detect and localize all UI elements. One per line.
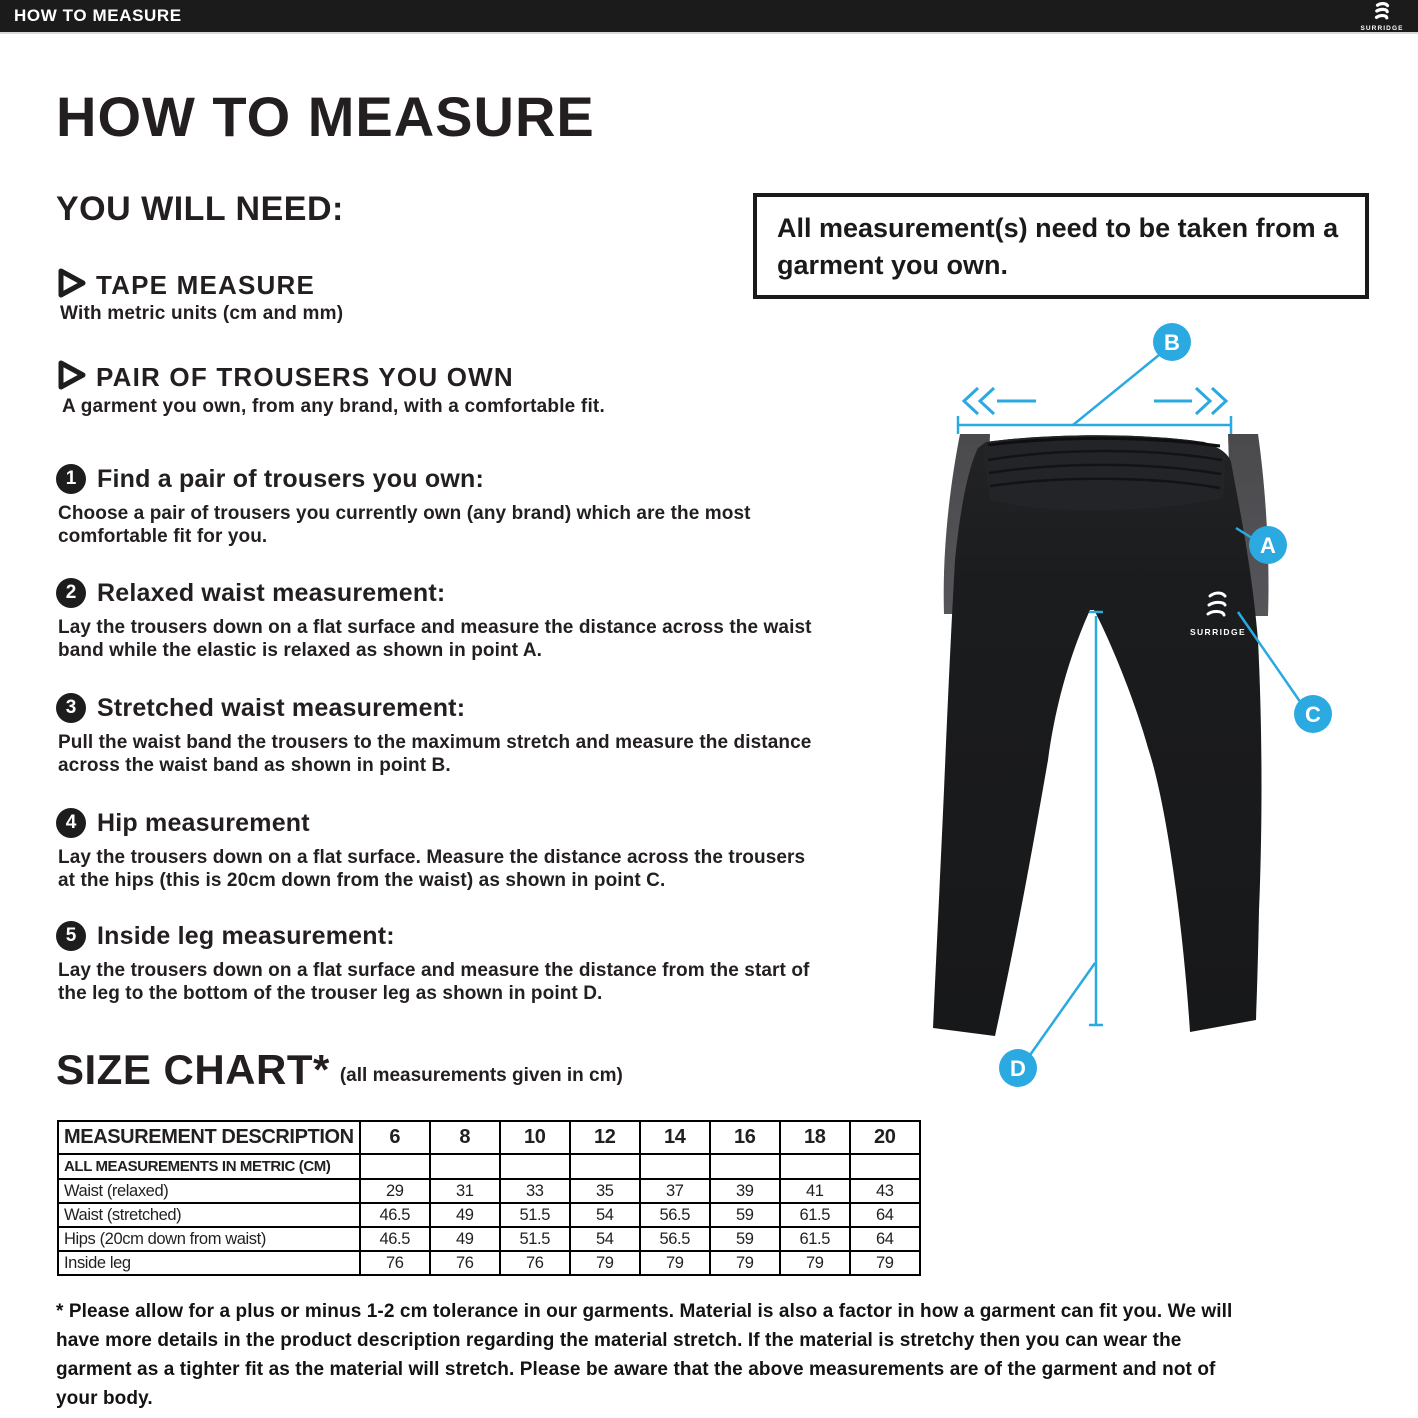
col-header: 18 — [780, 1121, 850, 1154]
svg-text:B: B — [1164, 330, 1180, 355]
col-header: 14 — [640, 1121, 710, 1154]
step-4-body: Lay the trousers down on a flat surface. Measure the distance across the trousers at the hips (this is 20cm down from the waist) as shown in point C. — [58, 847, 806, 891]
cell: 54 — [570, 1203, 640, 1227]
col-header: 20 — [850, 1121, 920, 1154]
cell: 35 — [570, 1179, 640, 1203]
row-label: Inside leg — [58, 1251, 360, 1275]
size-chart-subtitle: (all measurements given in cm) — [339, 1065, 623, 1086]
metric-note: ALL MEASUREMENTS IN METRIC (CM) — [58, 1154, 360, 1179]
step-3-body: Pull the waist band the trousers to the maximum stretch and measure the distance across the waist band as shown in point B. — [58, 732, 812, 776]
size-chart-title: SIZE CHART* — [56, 1046, 330, 1093]
need-label-tape-measure: TAPE MEASURE — [96, 270, 316, 300]
need-label-trousers: PAIR OF TROUSERS YOU OWN — [96, 362, 514, 392]
need-desc-trousers: A garment you own, from any brand, with a comfortable fit. — [62, 396, 605, 417]
table-row — [58, 1203, 920, 1227]
play-triangle-icon — [57, 268, 87, 298]
marker-c — [1294, 695, 1332, 733]
step-1-badge: 1 — [56, 464, 86, 494]
table-row — [58, 1227, 920, 1251]
step-5-title: Inside leg measurement: — [97, 921, 395, 950]
cell: 33 — [500, 1179, 570, 1203]
step-2-title: Relaxed waist measurement: — [97, 578, 446, 607]
svg-text:C: C — [1305, 702, 1321, 727]
marker-a — [1249, 526, 1287, 564]
callout-box — [753, 193, 1369, 299]
trousers-measurement-diagram — [900, 320, 1380, 1100]
metric-note-row — [58, 1154, 920, 1179]
step-4-title: Hip measurement — [97, 808, 310, 837]
page-title: HOW TO MEASURE — [56, 85, 595, 148]
cell: 51.5 — [500, 1203, 570, 1227]
cell: 61.5 — [780, 1227, 850, 1251]
need-desc-tape-measure: With metric units (cm and mm) — [60, 303, 344, 324]
cell: 46.5 — [360, 1203, 430, 1227]
surridge-brand-name: SURRIDGE — [1360, 25, 1404, 32]
play-triangle-icon — [57, 360, 87, 390]
step-3 — [56, 693, 826, 777]
cell: 37 — [640, 1179, 710, 1203]
cell: 76 — [430, 1251, 500, 1275]
cell: 56.5 — [640, 1227, 710, 1251]
svg-text:A: A — [1260, 533, 1276, 558]
cell: 49 — [430, 1227, 500, 1251]
cell: 64 — [850, 1203, 920, 1227]
surridge-s-icon — [1372, 2, 1392, 21]
cell: 31 — [430, 1179, 500, 1203]
col-header: MEASUREMENT DESCRIPTION — [58, 1121, 360, 1154]
surridge-logo — [1359, 2, 1405, 30]
cell: 29 — [360, 1179, 430, 1203]
cell: 76 — [360, 1251, 430, 1275]
cell: 59 — [710, 1203, 780, 1227]
step-1 — [56, 464, 826, 548]
cell: 39 — [710, 1179, 780, 1203]
top-bar-title: HOW TO MEASURE — [14, 6, 182, 25]
you-will-need-title: YOU WILL NEED: — [56, 190, 344, 228]
col-header: 12 — [570, 1121, 640, 1154]
step-3-title: Stretched waist measurement: — [97, 693, 466, 722]
step-1-body: Choose a pair of trousers you currently own (any brand) which are the most comfortable fit for you. — [58, 503, 751, 547]
row-label: Waist (relaxed) — [58, 1179, 360, 1203]
callout-text: All measurement(s) need to be taken from a garment you own. — [777, 213, 1339, 280]
col-header: 8 — [430, 1121, 500, 1154]
stretch-arrow-right-icon — [1154, 388, 1226, 414]
step-5 — [56, 921, 826, 1005]
cell: 59 — [710, 1227, 780, 1251]
waistband — [983, 435, 1226, 510]
row-label: Waist (stretched) — [58, 1203, 360, 1227]
cell: 54 — [570, 1227, 640, 1251]
cell: 79 — [710, 1251, 780, 1275]
col-header: 10 — [500, 1121, 570, 1154]
leader-line-b — [1073, 355, 1159, 425]
step-4 — [56, 808, 826, 892]
table-row — [58, 1179, 920, 1203]
cell: 56.5 — [640, 1203, 710, 1227]
cell: 79 — [640, 1251, 710, 1275]
col-header: 16 — [710, 1121, 780, 1154]
step-2-badge: 2 — [56, 578, 86, 608]
leader-line-d — [1030, 963, 1095, 1055]
cell: 49 — [430, 1203, 500, 1227]
size-chart-table — [57, 1120, 921, 1276]
cell: 79 — [850, 1251, 920, 1275]
size-chart-heading — [56, 1046, 623, 1094]
cell: 61.5 — [780, 1203, 850, 1227]
inside-leg-line — [1089, 612, 1103, 1025]
table-row — [58, 1251, 920, 1275]
cell: 64 — [850, 1227, 920, 1251]
cell: 51.5 — [500, 1227, 570, 1251]
step-4-badge: 4 — [56, 808, 86, 838]
row-label: Hips (20cm down from waist) — [58, 1227, 360, 1251]
stretch-arrow-left-icon — [964, 388, 1036, 414]
table-header-row — [58, 1121, 920, 1154]
marker-b — [1153, 323, 1191, 361]
cell: 79 — [570, 1251, 640, 1275]
step-3-badge: 3 — [56, 693, 86, 723]
step-5-body: Lay the trousers down on a flat surface and measure the distance from the start of the leg to the bottom of the trouser leg as shown in point D. — [58, 960, 810, 1004]
tolerance-footnote: * Please allow for a plus or minus 1-2 cm tolerance in our garments. Material is also a factor in how a garment can fit you. We will have more details in the product description regarding the material stretch. If the material is stretchy then you can wear the garment as a tighter fit as the material will stretch. Please be aware that the above measurements are of the garment and not of your body. — [56, 1301, 1233, 1409]
col-header: 6 — [360, 1121, 430, 1154]
step-2 — [56, 578, 826, 662]
garment-brand-text: SURRIDGE — [1189, 627, 1247, 637]
cell: 46.5 — [360, 1227, 430, 1251]
svg-text:D: D — [1010, 1056, 1026, 1081]
cell: 79 — [780, 1251, 850, 1275]
waist-measure-line — [958, 416, 1231, 434]
step-5-badge: 5 — [56, 921, 86, 951]
step-1-title: Find a pair of trousers you own: — [97, 464, 484, 493]
marker-d — [999, 1049, 1037, 1087]
cell: 41 — [780, 1179, 850, 1203]
step-2-body: Lay the trousers down on a flat surface and measure the distance across the waist band while the elastic is relaxed as shown in point A. — [58, 617, 812, 661]
top-bar — [0, 0, 1418, 34]
cell: 43 — [850, 1179, 920, 1203]
cell: 76 — [500, 1251, 570, 1275]
